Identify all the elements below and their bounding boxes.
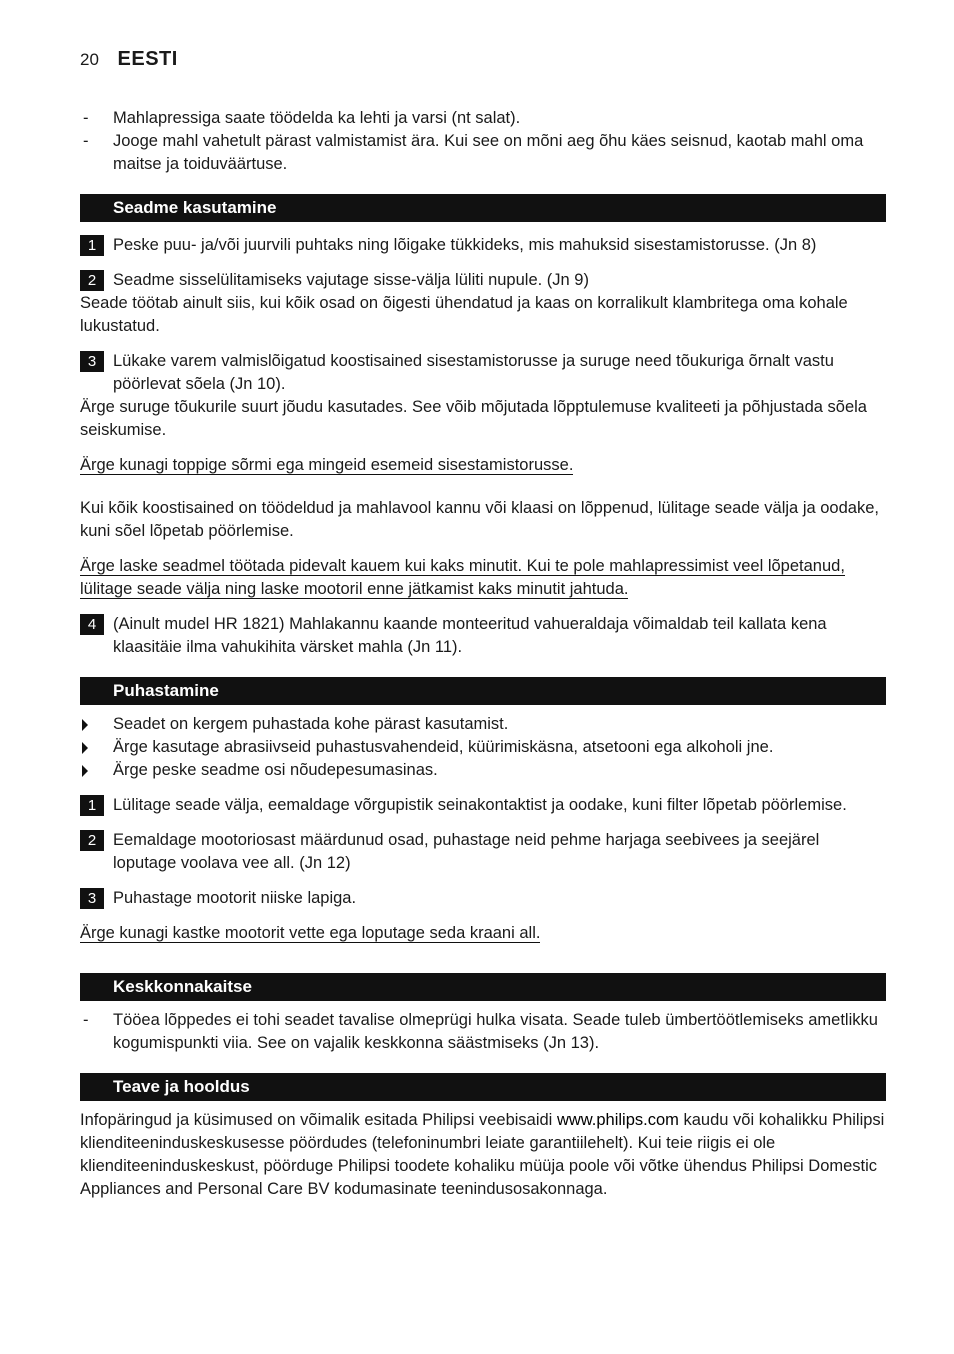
language-title: EESTI: [117, 48, 178, 70]
list-item: Ärge peske seadme osi nõudepesumasinas.: [80, 759, 886, 782]
step-number: 4: [80, 614, 104, 635]
warning-text: Ärge kunagi toppige sõrmi ega mingeid esemeid sisestamistorusse.: [80, 456, 574, 474]
step-number: 2: [80, 270, 104, 291]
usage-step-2: 2 Seadme sisselülitamiseks vajutage sisse-välja lüliti nupule. (Jn 9): [80, 269, 886, 292]
cleaning-step-1: 1 Lülitage seade välja, eemaldage võrgupistik seinakontaktist ja oodake, kuni filter lõpetab pöörlemise.: [80, 794, 886, 817]
support-paragraph: Infopäringud ja küsimused on võimalik esitada Philipsi veebisaidi www.philips.com kaudu või kohalikku Philipsi klienditeeninduskeskusesse pöördudes (telefoninumbri leiate garantiilehelt). Kui teie riigis ei ole klienditeeninduskeskust, pöörduge Philipsi toodete kohaliku müüja poole või võtke ühendus Philipsi Domestic Appliances and Personal Care BV kodumasinate teenindusosakonnaga.: [80, 1111, 885, 1198]
dash-marker: -: [83, 132, 89, 150]
environment-item: - Tööea lõppedes ei tohi seadet tavalise olmeprügi hulka visata. Seade tuleb ümbertöötlemiseks ametlikku kogumispunkti viia. See on vajalik keskkonna säästmiseks (Jn 13).: [83, 1011, 878, 1052]
section-heading-support: Teave ja hooldus: [80, 1073, 886, 1101]
bullet-icon: [82, 742, 88, 754]
page-content: [80, 107, 886, 1201]
usage-step-1: 1 Peske puu- ja/või juurvili puhtaks ning lõigake tükkideks, mis mahuksid sisestamistorusse. (Jn 8): [80, 234, 886, 257]
philips-website-link[interactable]: www.philips.com: [556, 1111, 679, 1129]
intro-item: - Mahlapressiga saate töödelda ka lehti ja varsi (nt salat).: [80, 107, 886, 130]
page-header: [80, 48, 178, 72]
dash-marker: -: [83, 109, 89, 127]
usage-step-3: 3 Lükake varem valmislõigatud koostisained sisestamistorusse ja suruge need tõukuriga õrnalt vastu pöörlevat sõela (Jn 10).: [80, 350, 886, 396]
step-note: Seade töötab ainult siis, kui kõik osad on õigesti ühendatud ja kaas on korralikult klambritega oma kohale lukustatud.: [80, 294, 848, 335]
paragraph: Kui kõik koostisained on töödeldud ja mahlavool kannu või klaasi on lõppenud, lülitage seade välja ja oodake, kuni sõel lõpetab pöörlemise.: [80, 499, 879, 540]
list-item: Ärge kasutage abrasiivseid puhastusvahendeid, küürimiskäsna, atsetooni ega alkoholi jne.: [80, 736, 886, 759]
step-number: 3: [80, 888, 104, 909]
section-heading-cleaning: Puhastamine: [80, 677, 886, 705]
cleaning-step-2: 2 Eemaldage mootoriosast määrdunud osad, puhastage neid pehme harjaga seebivees ja seejärel loputage voolava vee all. (Jn 12): [80, 829, 886, 875]
intro-item: - Jooge mahl vahetult pärast valmistamist ära. Kui see on mõni aeg õhu käes seisnud, kaotab mahl oma maitse ja toiduväärtuse.: [83, 132, 864, 173]
page-number: 20: [80, 50, 99, 69]
step-number: 1: [80, 795, 104, 816]
step-number: 3: [80, 351, 104, 372]
bullet-icon: [82, 719, 88, 731]
usage-step-4: 4 (Ainult mudel HR 1821) Mahlakannu kaande monteeritud vahueraldaja võimaldab teil kallata kena klaasitäie ilma vahukihita värsket mahla (Jn 11).: [80, 613, 886, 659]
section-heading-usage: Seadme kasutamine: [80, 194, 886, 222]
dash-marker: -: [83, 1011, 89, 1029]
warning-text: Ärge laske seadmel töötada pidevalt kauem kui kaks minutit. Kui te pole mahlapressimist veel lõpetanud, lülitage seade välja ning laske mootoril enne jätkamist kaks minutit jahtuda.: [80, 557, 845, 598]
cleaning-step-3: 3 Puhastage mootorit niiske lapiga.: [80, 887, 886, 910]
list-item: Seadet on kergem puhastada kohe pärast kasutamist.: [80, 713, 886, 736]
warning-text: Ärge kunagi kastke mootorit vette ega loputage seda kraani all.: [80, 924, 541, 942]
bullet-icon: [82, 765, 88, 777]
step-note: Ärge suruge tõukurile suurt jõudu kasutades. See võib mõjutada lõpptulemuse kvaliteeti ja põhjustada sõela seiskumise.: [80, 398, 867, 439]
step-number: 2: [80, 830, 104, 851]
section-heading-environment: Keskkonnakaitse: [80, 973, 886, 1001]
step-number: 1: [80, 235, 104, 256]
